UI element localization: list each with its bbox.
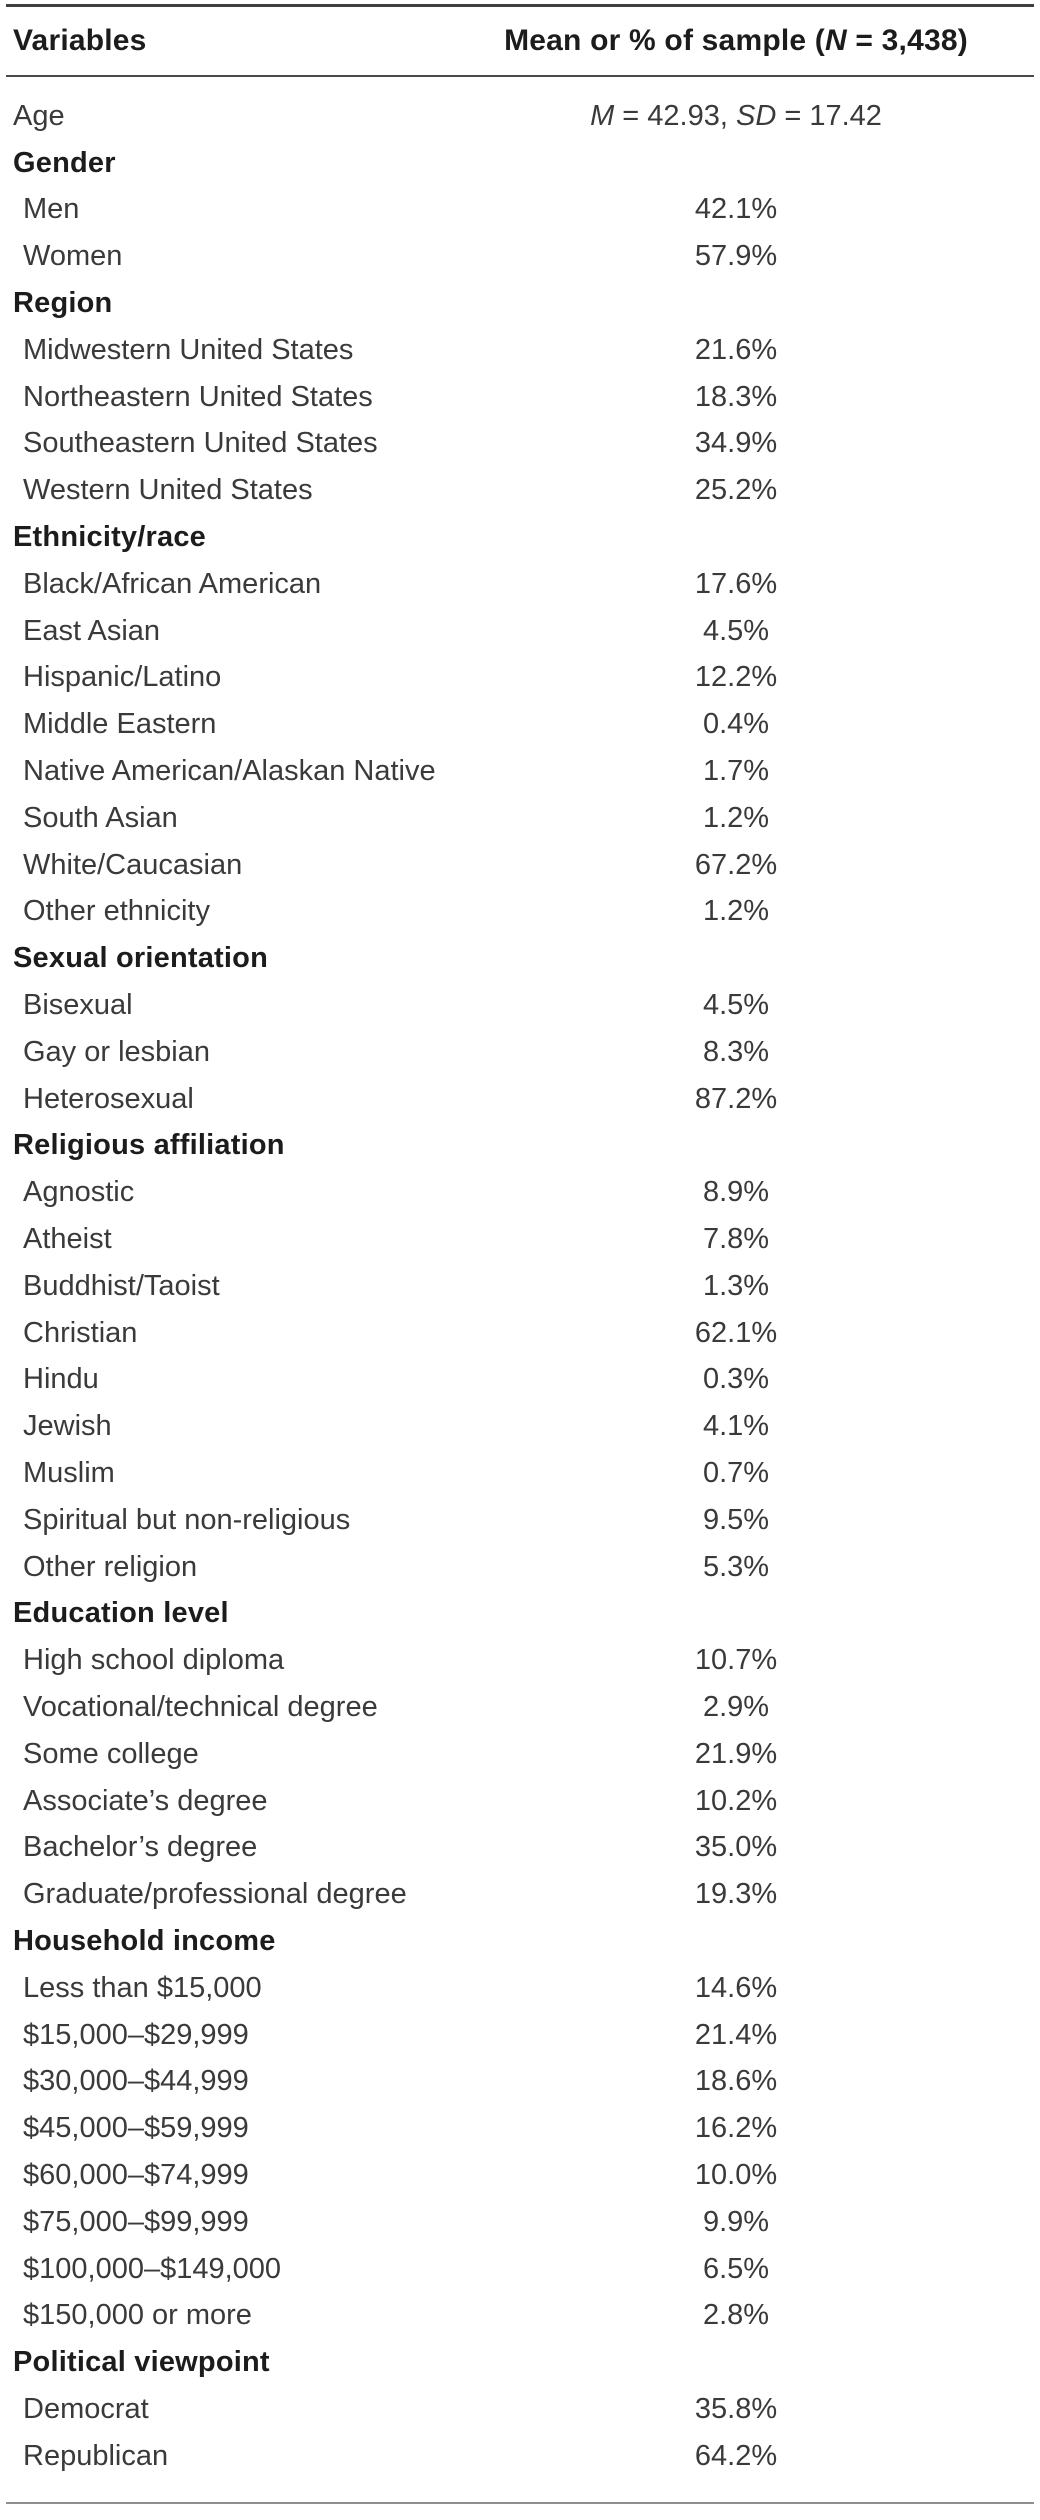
table-row [6,1544,1034,1591]
table-row [6,2386,1034,2433]
table-row [6,421,1034,468]
row-value: 9.9% [702,2205,770,2238]
row-label: Graduate/professional degree [23,1878,407,1911]
row-value: M = 42.93, SD = 17.42 [590,99,882,132]
table-row [6,561,1034,608]
row-label: Agnostic [23,1176,135,1209]
row-label: Gender [13,146,116,179]
row-label: Southeastern United States [23,427,378,460]
row-label: $100,000–$149,000 [23,2252,282,2285]
row-value: 12.2% [694,661,778,694]
bottom-rule [6,2502,1034,2504]
row-value: 87.2% [694,1082,778,1115]
row-value: 25.2% [694,474,778,507]
row-value: 5.3% [702,1550,770,1583]
row-value: 67.2% [694,848,778,881]
row-value: 9.5% [702,1503,770,1536]
row-label: White/Caucasian [23,848,243,881]
row-label: Political viewpoint [13,2346,270,2379]
table-row [6,982,1034,1029]
row-value: 57.9% [694,240,778,273]
table-row [6,2058,1034,2105]
table-row [6,1824,1034,1871]
row-value: 1.2% [702,895,770,928]
row-value: 17.6% [694,567,778,600]
row-label: Other religion [23,1550,198,1583]
table-row [6,1965,1034,2012]
row-label: East Asian [23,614,161,647]
table-row [6,374,1034,421]
table-row [6,701,1034,748]
row-value: 4.5% [702,989,770,1022]
header-value-prefix: Mean or % of sample ( [504,24,825,57]
row-value: 4.5% [702,614,770,647]
row-label: Sexual orientation [13,942,268,975]
row-value: 0.3% [702,1363,770,1396]
row-label: $75,000–$99,999 [23,2205,249,2238]
row-value: 10.7% [694,1644,778,1677]
row-value: 8.9% [702,1176,770,1209]
row-label: Native American/Alaskan Native [23,755,436,788]
table-row [6,2246,1034,2293]
row-value: 1.3% [702,1269,770,1302]
row-label: Atheist [23,1223,112,1256]
table-row [6,233,1034,280]
header-value-suffix: = 3,438) [846,24,968,57]
table-row [6,1357,1034,1404]
row-label: Ethnicity/race [13,521,206,554]
table-body [6,77,1034,2502]
row-label: Hindu [23,1363,99,1396]
row-label: Education level [13,1597,229,1630]
row-value: 10.2% [694,1784,778,1817]
row-value: 35.8% [694,2392,778,2425]
row-label: Some college [23,1737,199,1770]
row-label: Other ethnicity [23,895,210,928]
table-row [6,1731,1034,1778]
row-label: $45,000–$59,999 [23,2112,249,2145]
row-label: $60,000–$74,999 [23,2158,249,2191]
row-label: Heterosexual [23,1082,194,1115]
row-value: 2.8% [702,2299,770,2332]
row-value: 4.1% [702,1410,770,1443]
table-row [6,608,1034,655]
table-row [6,1497,1034,1544]
row-label: Men [23,193,80,226]
row-label: High school diploma [23,1644,285,1677]
row-label: Northeastern United States [23,380,373,413]
row-value: 7.8% [702,1223,770,1256]
table-row [6,1263,1034,1310]
table-row [6,1871,1034,1918]
table-row [6,1778,1034,1825]
row-label: Bisexual [23,989,133,1022]
table-row [6,2152,1034,2199]
row-value: 14.6% [694,1971,778,2004]
table-row [6,514,1034,561]
row-value: 0.4% [702,708,770,741]
row-label: Christian [23,1316,138,1349]
row-value: 2.9% [702,1690,770,1723]
table-row [6,795,1034,842]
table-row [6,1310,1034,1357]
row-label: Black/African American [23,567,322,600]
table-row [6,1637,1034,1684]
table-row [6,655,1034,702]
row-value: 1.2% [702,801,770,834]
row-value: 34.9% [694,427,778,460]
row-value: 19.3% [694,1878,778,1911]
table-row [6,748,1034,795]
row-label: Bachelor’s degree [23,1831,258,1864]
row-label: Religious affiliation [13,1129,285,1162]
row-value: 21.4% [694,2018,778,2051]
table-row [6,1684,1034,1731]
table-row [6,467,1034,514]
table-row [6,2433,1034,2480]
row-label: Republican [23,2439,169,2472]
table-row [6,2339,1034,2386]
table-header [6,7,1034,75]
row-label: Muslim [23,1457,115,1489]
row-label: Age [13,99,65,132]
row-value: 64.2% [694,2439,778,2472]
table-row [6,1169,1034,1216]
table-row [6,2012,1034,2059]
row-label: Buddhist/Taoist [23,1269,220,1302]
header-value-label [458,24,1034,58]
table-row [6,889,1034,936]
table-row [6,935,1034,982]
row-value: 62.1% [694,1316,778,1349]
table-row [6,2105,1034,2152]
table-row [6,1076,1034,1123]
row-label: South Asian [23,801,178,834]
table-row [6,1216,1034,1263]
row-label: Women [23,240,123,273]
table-row [6,327,1034,374]
row-label: Middle Eastern [23,708,217,741]
table-row [6,842,1034,889]
row-label: Democrat [23,2392,149,2425]
row-label: Less than $15,000 [23,1971,262,2004]
table-row [6,1029,1034,1076]
row-label: Vocational/technical degree [23,1690,378,1723]
row-label: Region [13,287,113,320]
row-label: Gay or lesbian [23,1035,210,1068]
table-row [6,1918,1034,1965]
row-value: 18.6% [694,2065,778,2098]
row-label: Spiritual but non-religious [23,1503,351,1536]
table-row [6,2292,1034,2339]
header-variables-label: Variables [13,24,147,57]
row-value: 42.1% [694,193,778,226]
row-label: Associate’s degree [23,1784,268,1817]
row-value: 21.6% [694,333,778,366]
row-value: 16.2% [694,2112,778,2145]
table-row [6,140,1034,187]
row-label: Midwestern United States [23,333,354,366]
row-label: Western United States [23,474,313,507]
row-label: $150,000 or more [23,2299,252,2332]
table-row [6,1591,1034,1638]
row-label: Jewish [23,1410,112,1443]
table-row [6,1450,1034,1497]
header-value-n: N [825,24,847,57]
table-row [6,187,1034,234]
row-label: Hispanic/Latino [23,661,222,694]
row-value: 8.3% [702,1035,770,1068]
table-row [6,1123,1034,1170]
row-label: $15,000–$29,999 [23,2018,249,2051]
table-row [6,2199,1034,2246]
row-value: 0.7% [702,1457,770,1489]
table-row [6,93,1034,140]
row-label: $30,000–$44,999 [23,2065,249,2098]
row-value: 1.7% [702,755,770,788]
row-value: 10.0% [694,2158,778,2191]
row-value: 21.9% [694,1737,778,1770]
row-label: Household income [13,1924,276,1957]
row-value: 35.0% [694,1831,778,1864]
row-value: 6.5% [702,2252,770,2285]
table-row [6,1403,1034,1450]
table-row [6,280,1034,327]
row-value: 18.3% [694,380,778,413]
